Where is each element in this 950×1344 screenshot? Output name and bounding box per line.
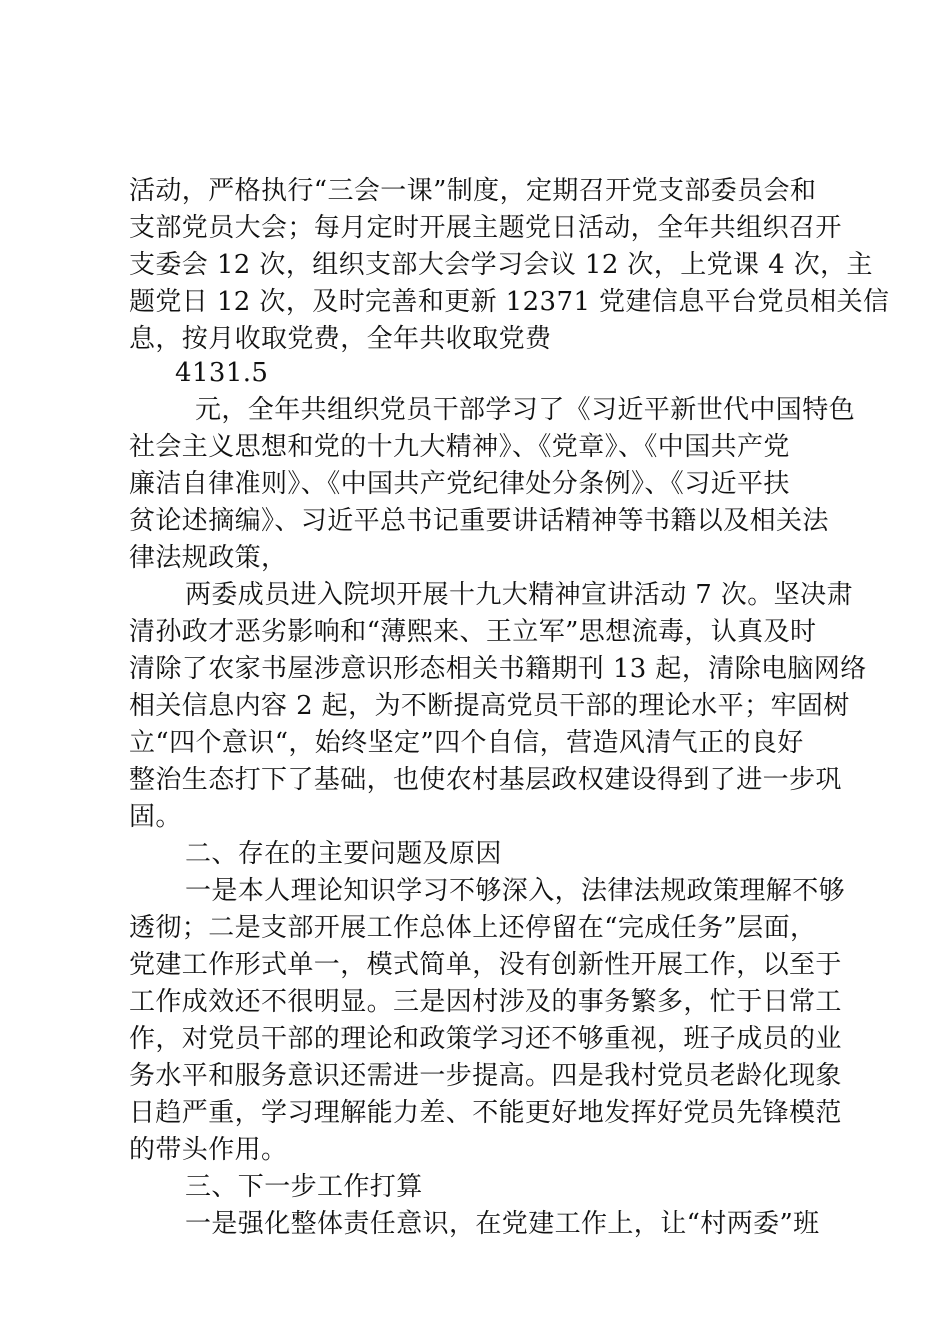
section-heading: 三、下一步工作打算 [185,1172,423,1202]
body-text-line: 相关信息内容 2 起，为不断提高党员干部的理论水平；牢固树 [129,691,850,721]
body-text-line: 整治生态打下了基础，也使农村基层政权建设得到了进一步巩 [129,765,842,795]
body-text-line: 务水平和服务意识还需进一步提高。四是我村党员老龄化现象 [129,1061,842,1091]
body-text-line: 题党日 12 次，及时完善和更新 12371 党建信息平台党员相关信 [129,287,890,317]
body-text-line: 作，对党员干部的理论和政策学习还不够重视，班子成员的业 [129,1024,842,1054]
body-text-line: 一是强化整体责任意识，在党建工作上，让“村两委”班 [185,1209,820,1239]
body-text-line: 清除了农家书屋涉意识形态相关书籍期刊 13 起，清除电脑网络 [129,654,867,684]
body-text-line: 一是本人理论知识学习不够深入，法律法规政策理解不够 [185,876,846,906]
body-text-line: 的带头作用。 [129,1135,288,1165]
body-text-line: 支部党员大会；每月定时开展主题党日活动，全年共组织召开 [129,213,842,243]
body-text-line: 廉洁自律准则》、《中国共产党纪律处分条例》、《习近平扶 [129,469,790,499]
body-text-line: 透彻；二是支部开展工作总体上还停留在“完成任务”层面， [129,913,817,943]
body-text-line: 党建工作形式单一，模式简单，没有创新性开展工作，以至于 [129,950,842,980]
body-text-line: 4131.5 [175,358,269,388]
body-text-line: 立“四个意识“，始终坚定”四个自信，营造风清气正的良好 [129,728,804,758]
section-heading: 二、存在的主要问题及原因 [185,839,502,869]
body-text-line: 元，全年共组织党员干部学习了《习近平新世代中国特色 [195,395,856,425]
body-text-line: 贫论述摘编》、习近平总书记重要讲话精神等书籍以及相关法 [129,506,829,536]
body-text-line: 息，按月收取党费，全年共收取党费 [129,324,552,354]
body-text-line: 工作成效还不很明显。三是因村涉及的事务繁多，忙于日常工 [129,987,842,1017]
body-text-line: 社会主义思想和党的十九大精神》、《党章》、《中国共产党 [129,432,790,462]
body-text-line: 活动，严格执行“三会一课”制度，定期召开党支部委员会和 [129,176,817,206]
body-text-line: 日趋严重，学习理解能力差、不能更好地发挥好党员先锋模范 [129,1098,842,1128]
body-text-line: 固。 [129,802,182,832]
body-text-line: 两委成员进入院坝开展十九大精神宣讲活动 7 次。坚决肃 [185,580,853,610]
body-text-line: 律法规政策， [129,543,288,573]
body-text-line: 清孙政才恶劣影响和“薄熙来、王立军”思想流毒，认真及时 [129,617,817,647]
body-text-line: 支委会 12 次，组织支部大会学习会议 12 次，上党课 4 次，主 [129,250,873,280]
